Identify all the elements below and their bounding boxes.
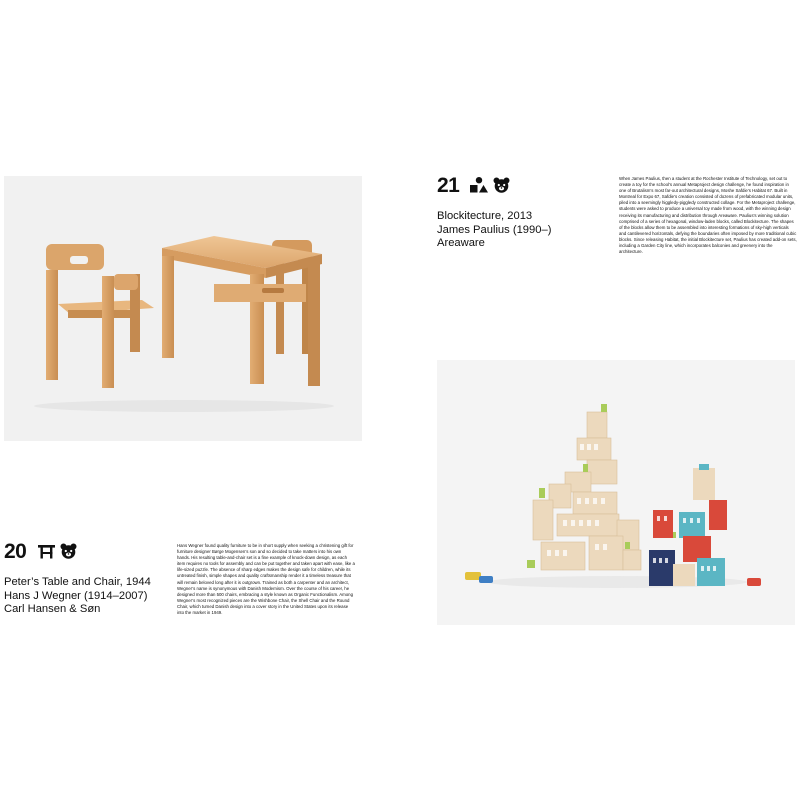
entry-icons (38, 543, 77, 559)
entry-number: 20 (4, 540, 27, 563)
table-icon (38, 544, 55, 559)
blockitecture-illustration (437, 360, 795, 625)
table-chair-illustration (4, 176, 362, 441)
entry-icons (470, 177, 510, 193)
entry-maker: Carl Hansen & Søn (4, 603, 101, 616)
entry-designer: Hans J Wegner (1914–2007) (4, 589, 148, 602)
photo-blockitecture (437, 360, 795, 625)
bear-icon (493, 177, 510, 193)
entry-title: Peter’s Table and Chair, 1944 (4, 576, 151, 588)
entry-title: Blockitecture, 2013 (437, 210, 533, 222)
entry-caption (437, 210, 551, 251)
entry-caption (4, 576, 151, 617)
entry-maker: Areaware (437, 237, 485, 250)
entry-number: 21 (437, 174, 460, 197)
entry-designer: James Paulius (1990–) (437, 223, 552, 236)
bear-icon (60, 543, 77, 559)
shapes-icon (470, 177, 488, 193)
entry-body-text: Hans Wegner found quality furniture to be in short supply when seeking a christening gift for furniture designer Børge Mogensen’s son and so decided to take matters into his own hands. His resulting table-and-chair set is a fine example of knock-down design, as each item requires no tools for assembly and can be put together and taken apart with ease, like a life-sized puzzle. The absence of sharp edges makes the design safe for children, while its untreated finish, simple shapes and quality craftsmanship render it a timeless treasure that will remain beloved long after it is outgrown. Trained as both a carpenter and an architect, Wegner’s name is synonymous with Danish Modernism. Over the course of his career, he designed more than 500 chairs, embracing a style known as Organic Functionalism. Among Wegner’s most recognized pieces are the Wishbone Chair, the Shell Chair and the Round Chair, which turned Danish design into a cover story in the United States upon its release into the market in 1949. (177, 543, 355, 616)
entry-body-text: When James Paulius, then a student at the Rochester Institute of Technology, set out to create a toy for the school’s annual Metaproject design challenge, he found inspiration in one of Brutalism’s most far-out architectural designs, Moshe Safdie’s Habitat 67. Built in Montreal for Expo 67, Safdie’s creation consisted of dozens of prefabricated modular units, piled into a seemingly higgledy-piggledy constructed collage. For the Metaproject challenge, students were asked to produce a universal toy made from wood, with the winning design receiving its manufacturing and distribution through Areaware. Paulius’s winning solution comprised of a series of hexagonal, window-laden blocks, called Blockitecture. The shapes of the blocks allow them to be assembled into interesting formations of sky-high verticals and cantilevered horizontals, defying the boundaries often imposed by more traditional cubic blocks. Since releasing Habitat, the initial Blockitecture set, Paulius has created add-on sets, including a Garden City line, which incorporates balconies and greenery into the architecture. (619, 176, 797, 255)
photo-peters-table-and-chair (4, 176, 362, 441)
